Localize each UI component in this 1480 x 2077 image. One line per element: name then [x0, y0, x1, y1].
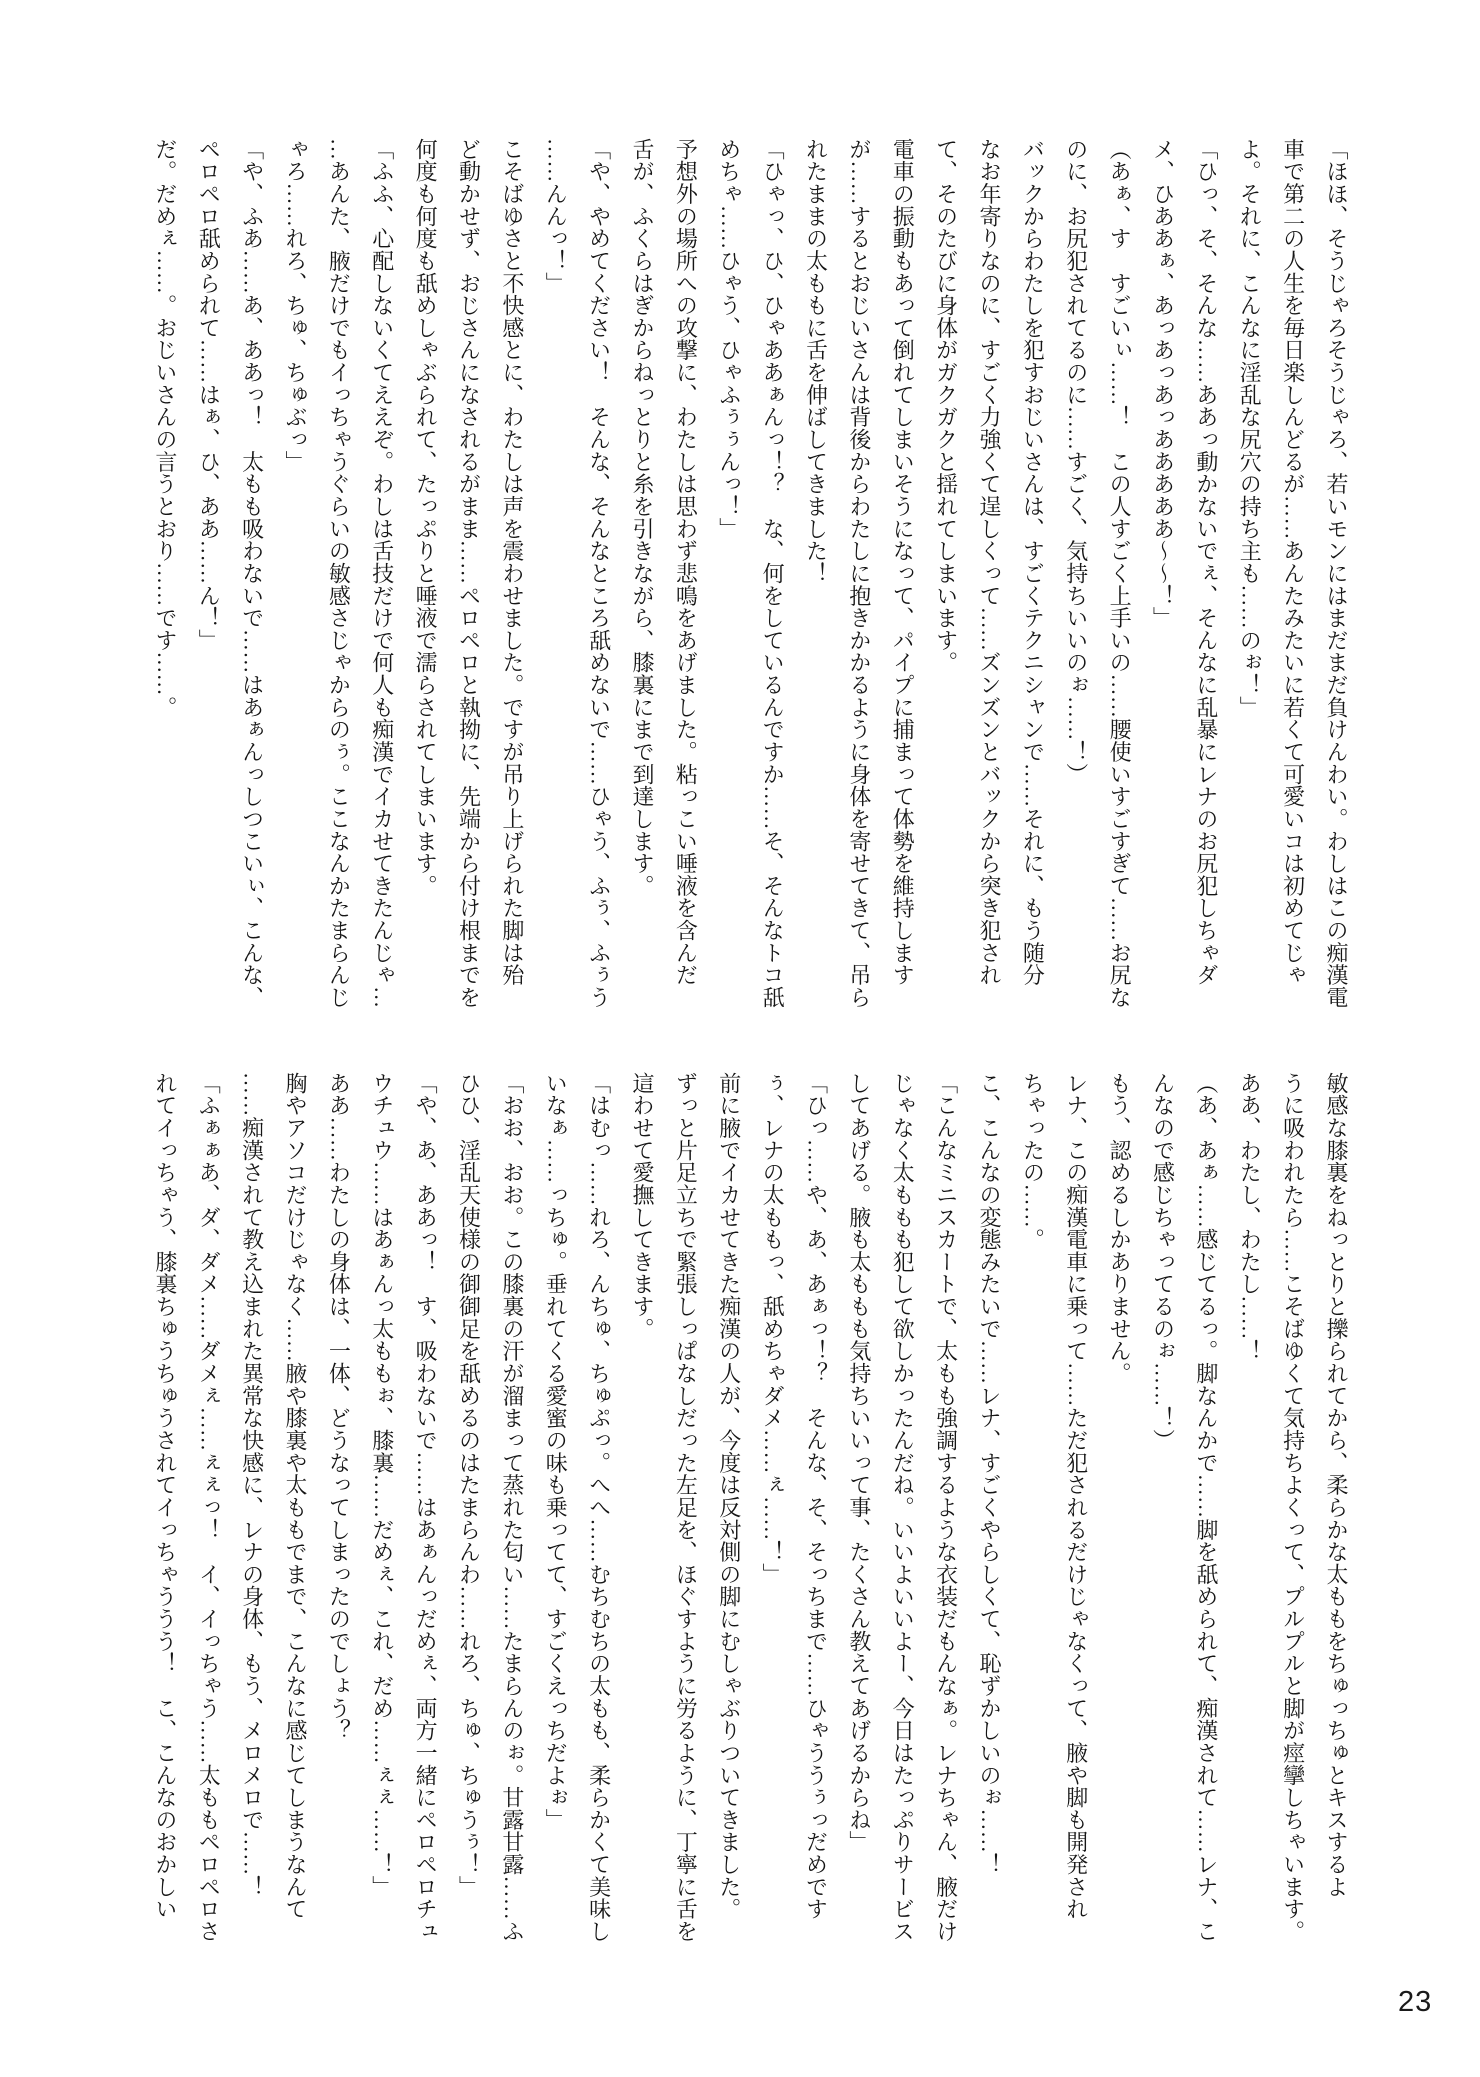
page-number: 23 — [1398, 1986, 1433, 2018]
text-column: て、そのたびに身体がガクガクと揺れてしまいます。 — [933, 138, 959, 674]
text-column: 車で第二の人生を毎日楽しんどるが……あんたみたいに若くて可愛いコは初めてじゃ — [1280, 138, 1306, 987]
text-column: 「ひっ、そ、そんな……ああっ動かないでぇ、そんなに乱暴にレナのお尻犯しちゃダ — [1193, 138, 1219, 987]
text-column: のに、お尻犯されてるのに……すごく、気持ちいいのぉ……！） — [1063, 138, 1089, 786]
text-column: こそばゆさと不快感とに、わたしは声を震わせました。ですが吊り上げられた脚は殆 — [499, 138, 525, 987]
text-column: だ。だめぇ……。おじいさんの言うとおり……です……。 — [152, 138, 178, 719]
text-column: めちゃ……ひゃう、ひゃふぅぅんっ！」 — [716, 138, 742, 540]
text-column: 「や、あ、ああっ！ す、吸わないで……はあぁんっだめぇ、両方一緒にペロペロチュ — [413, 1072, 439, 1943]
text-column: 何度も何度も舐めしゃぶられて、たっぷりと唾液で濡らされてしまいます。 — [413, 138, 439, 897]
text-block-top — [144, 138, 1359, 1014]
text-column: ……んんっ！」 — [543, 138, 569, 295]
text-column: 「はむっ……れろ、んちゅ、ちゅぷっ。へへ……むちむちの太もも、柔らかくて美味し — [586, 1072, 612, 1943]
text-column: 「ひっ……や、あ、あぁっ！？ そんな、そ、そっちまで……ひゃううぅっだめです — [803, 1072, 829, 1921]
text-column: ペロペロ舐められて……はぁ、ひ、ああ……ん！」 — [196, 138, 222, 652]
text-column: 予想外の場所への攻撃に、わたしは思わず悲鳴をあげました。粘っこい唾液を含んだ — [673, 138, 699, 987]
text-column: もう、認めるしかありません。 — [1107, 1072, 1133, 1385]
text-column: …あんた、腋だけでもイっちゃうぐらいの敏感さじゃからのぅ。ここなんかたまらんじ — [326, 138, 352, 1009]
text-column: れてイっちゃう、膝裏ちゅうちゅうされてイっちゃううう！ こ、こんなのおかしい — [152, 1072, 178, 1921]
text-column: ど動かせず、おじさんになされるがまま……ペロペロと執拗に、先端から付け根までを — [456, 138, 482, 1009]
text-column: 舌が、ふくらはぎからねっとりと糸を引きながら、膝裏にまで到達します。 — [630, 138, 655, 897]
text-column: じゃなく太ももも犯して欲しかったんだね。いいよいいよー、今日はたっぷりサービス — [890, 1072, 916, 1943]
text-column: 敏感な膝裏をねっとりと擽られてから、柔らかな太ももをちゅっちゅとキスするよ — [1324, 1072, 1349, 1898]
text-column: ずっと片足立ちで緊張しっぱなしだった左足を、ほぐすように労るように、丁寧に舌を — [673, 1072, 699, 1943]
text-column: レナ、この痴漢電車に乗って……ただ犯されるだけじゃなくって、腋や脚も開発され — [1063, 1072, 1089, 1921]
text-column: うに吸われたら……こそばゆくて気持ちよくって、プルプルと脚が痙攣しちゃいます。 — [1280, 1072, 1306, 1943]
text-column: してあげる。腋も太ももも気持ちいいって事、たくさん教えてあげるからね」 — [846, 1072, 872, 1854]
text-column: ゃろ……れろ、ちゅ、ちゅぶっ」 — [283, 138, 308, 473]
text-column: ぅ、レナの太ももっ、舐めちゃダメ……ぇ……！」 — [760, 1072, 786, 1586]
text-column: ウチュウ……はあぁんっ太ももぉ、膝裏……だめぇ、これ、だめ……ぇぇ……！」 — [369, 1072, 395, 1898]
text-column: ひひ、淫乱天使様の御御足を舐めるのはたまらんわ……れろ、ちゅ、ちゅうぅ！」 — [456, 1072, 482, 1898]
text-column: こ、こんなの変態みたいで……レナ、すごくやらしくて、恥ずかしいのぉ……！ — [977, 1072, 1002, 1876]
text-column: 「ひゃっ、ひ、ひゃああぁんっ！？ な、何をしているんですか……そ、そんなトコ舐 — [760, 138, 786, 1009]
text-column: （あ、あぁ……感じてるっ。脚なんかで……脚を舐められて、痴漢されて……レナ、こ — [1193, 1072, 1219, 1943]
text-column: 「や、やめてください！ そんな、そんなところ舐めないで……ひゃう、ふぅ、ふぅう — [586, 138, 612, 1009]
text-column: ちゃったの……。 — [1020, 1072, 1046, 1251]
text-column: メ、ひああぁ、あっあっあっあああああ～～！」 — [1150, 138, 1176, 630]
text-column: なお年寄りなのに、すごく力強くて逞しくって……ズンズンとバックから突き犯され — [977, 138, 1002, 987]
text-column: が……するとおじいさんは背後からわたしに抱きかかるように身体を寄せてきて、吊ら — [846, 138, 872, 1009]
text-column: 這わせて愛撫してきます。 — [630, 1072, 655, 1340]
text-column: バックからわたしを犯すおじいさんは、すごくテクニシャンで……それに、もう随分 — [1020, 138, 1046, 987]
text-column: ああ……わたしの身体は、一体、どうなってしまったのでしょう？ — [326, 1072, 352, 1742]
text-column: いなぁ……っちゅ。垂れてくる愛蜜の味も乗ってて、すごくえっちだよぉ」 — [543, 1072, 569, 1831]
text-column: よ。それに、こんなに淫乱な尻穴の持ち主も……のぉ！」 — [1237, 138, 1263, 719]
text-column: 「や、ふあ……あ、ああっ！ 太もも吸わないで……はあぁんっしつこいぃ、こんな、 — [239, 138, 265, 1009]
text-column: 前に腋でイカせてきた痴漢の人が、今度は反対側の脚にむしゃぶりついてきました。 — [716, 1072, 742, 1921]
text-column: れたままの太ももに舌を伸ばしてきました！ — [803, 138, 829, 585]
text-column: 「おお、おお。この膝裏の汗が溜まって蒸れた匂い……たまらんのぉ。甘露甘露……ふ — [499, 1072, 525, 1943]
text-column: 電車の振動もあって倒れてしまいそうになって、パイプに捕まって体勢を維持します — [890, 138, 916, 987]
text-column: 「ふぁぁあ、ダ、ダメ……ダメぇ……ぇぇっ！ イ、イっちゃう……太ももペロペロさ — [196, 1072, 222, 1943]
text-column: 「ふふ、心配しないくてええぞ。わしは舌技だけで何人も痴漢でイカせてきたんじゃ… — [369, 138, 395, 1009]
text-column: 胸やアソコだけじゃなく……腋や膝裏や太ももでまで、こんなに感じてしまうなんて — [283, 1072, 308, 1921]
text-column: ……痴漢されて教え込まれた異常な快感に、レナの身体、もう、メロメロで……！ — [239, 1072, 265, 1898]
text-column: んなので感じちゃってるのぉ……！） — [1150, 1072, 1176, 1452]
text-column: 「こんなミニスカートで、太もも強調するような衣装だもんなぁ。レナちゃん、腋だけ — [933, 1072, 959, 1943]
text-column: 「ほほ、そうじゃろそうじゃろ、若いモンにはまだまだ負けんわい。わしはこの痴漢電 — [1324, 138, 1349, 1009]
text-column: ああ、わたし、わたし……！ — [1237, 1072, 1263, 1363]
text-column: （あぁ、す すごいぃ……！ この人すごく上手いの……腰使いすごすぎて……お尻な — [1107, 138, 1133, 1009]
text-block-bottom — [144, 1072, 1359, 1948]
